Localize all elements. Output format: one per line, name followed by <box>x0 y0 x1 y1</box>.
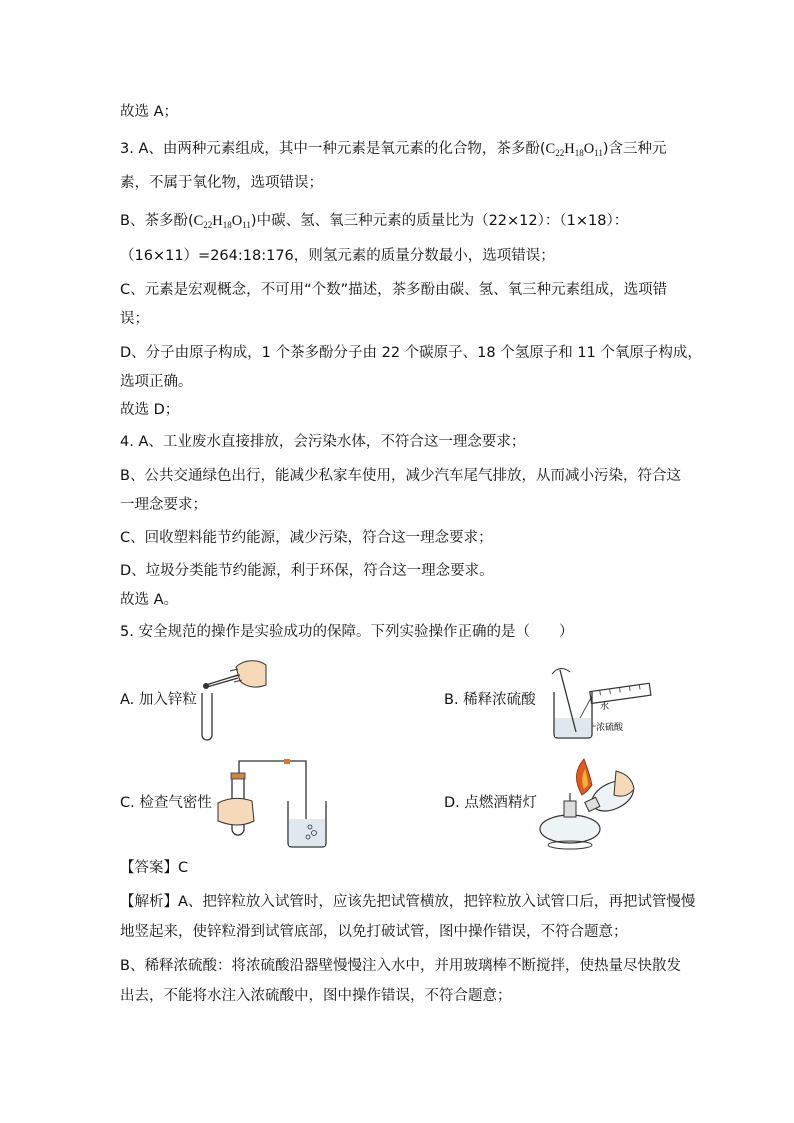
dilute-acid-figure <box>540 660 660 742</box>
text-line: （16×11）=264:18:176，则氢元素的质量分数最小，选项错误； <box>120 248 555 264</box>
answer: 【答案】C <box>120 860 189 876</box>
text-line: 故选 A； <box>120 104 179 120</box>
text-line: 素，不属于氧化物，选项错误； <box>120 175 323 191</box>
option-a-label: A. 加入锌粒 <box>120 692 197 708</box>
question-5: 5. 安全规范的操作是实验成功的保障。下列实验操作正确的是（ ） <box>120 624 574 640</box>
analysis-line: 出去，不能将水注入浓硫酸中，图中操作错误，不符合题意； <box>120 988 512 1004</box>
airtightness-figure <box>212 755 338 850</box>
analysis-line: 【解析】A、把锌粒放入试管时，应该先把试管横放，把锌粒放入试管口后，再把试管慢慢 <box>120 894 696 910</box>
text-line: C、回收塑料能节约能源，减少污染，符合这一理念要求； <box>120 530 493 546</box>
option-b-label: B. 稀释浓硫酸 <box>444 692 536 708</box>
chemical-formula: $C_{22}H_{18}O_{11}$ <box>193 213 251 230</box>
text-line: 误； <box>120 311 149 327</box>
light-lamp-figure <box>530 755 640 853</box>
text-line: 故选 A。 <box>120 592 179 608</box>
option-c-label: C. 检查气密性 <box>120 795 212 811</box>
text-line: D、垃圾分类能节约能源，利于环保，符合这一理念要求。 <box>120 563 494 579</box>
add-zinc-figure <box>196 655 268 745</box>
water-label: 水 <box>600 701 610 711</box>
text-line: 一理念要求； <box>120 497 207 513</box>
text-line: C、元素是宏观概念，不可用“个数”描述，茶多酚由碳、氢、氧三种元素组成，选项错 <box>120 282 668 298</box>
text-line: 3. A、由两种元素组成，其中一种元素是氧元素的化合物，茶多酚$(C_{22}H_{18}O_{11})$含三种元 <box>120 141 667 158</box>
text-line: 故选 D； <box>120 402 180 418</box>
text-line: 4. A、工业废水直接排放，会污染水体，不符合这一理念要求； <box>120 434 526 450</box>
text-line: D、分子由原子构成，1 个茶多酚分子由 22 个碳原子、18 个氢原子和 11 个氧原子构成， <box>120 345 702 361</box>
acid-label: 浓硫酸 <box>596 722 624 732</box>
chemical-formula: $C_{22}H_{18}O_{11}$ <box>545 141 603 158</box>
text-line: B、公共交通绿色出行，能减少私家车使用，减少汽车尾气排放，从而减小污染，符合这 <box>120 468 681 484</box>
option-d-label: D. 点燃酒精灯 <box>444 795 537 811</box>
text-line: 选项正确。 <box>120 374 193 390</box>
analysis-line: 地竖起来，使锌粒滑到试管底部，以免打破试管，图中操作错误，不符合题意； <box>120 924 628 940</box>
text-line: B、茶多酚$(C_{22}H_{18}O_{11})$中碳、氢、氧三种元素的质量比为（22×12）：（1×18）： <box>120 213 629 230</box>
analysis-line: B、稀释浓硫酸：将浓硫酸沿器壁慢慢注入水中，并用玻璃棒不断搅拌，使热量尽快散发 <box>120 958 681 974</box>
